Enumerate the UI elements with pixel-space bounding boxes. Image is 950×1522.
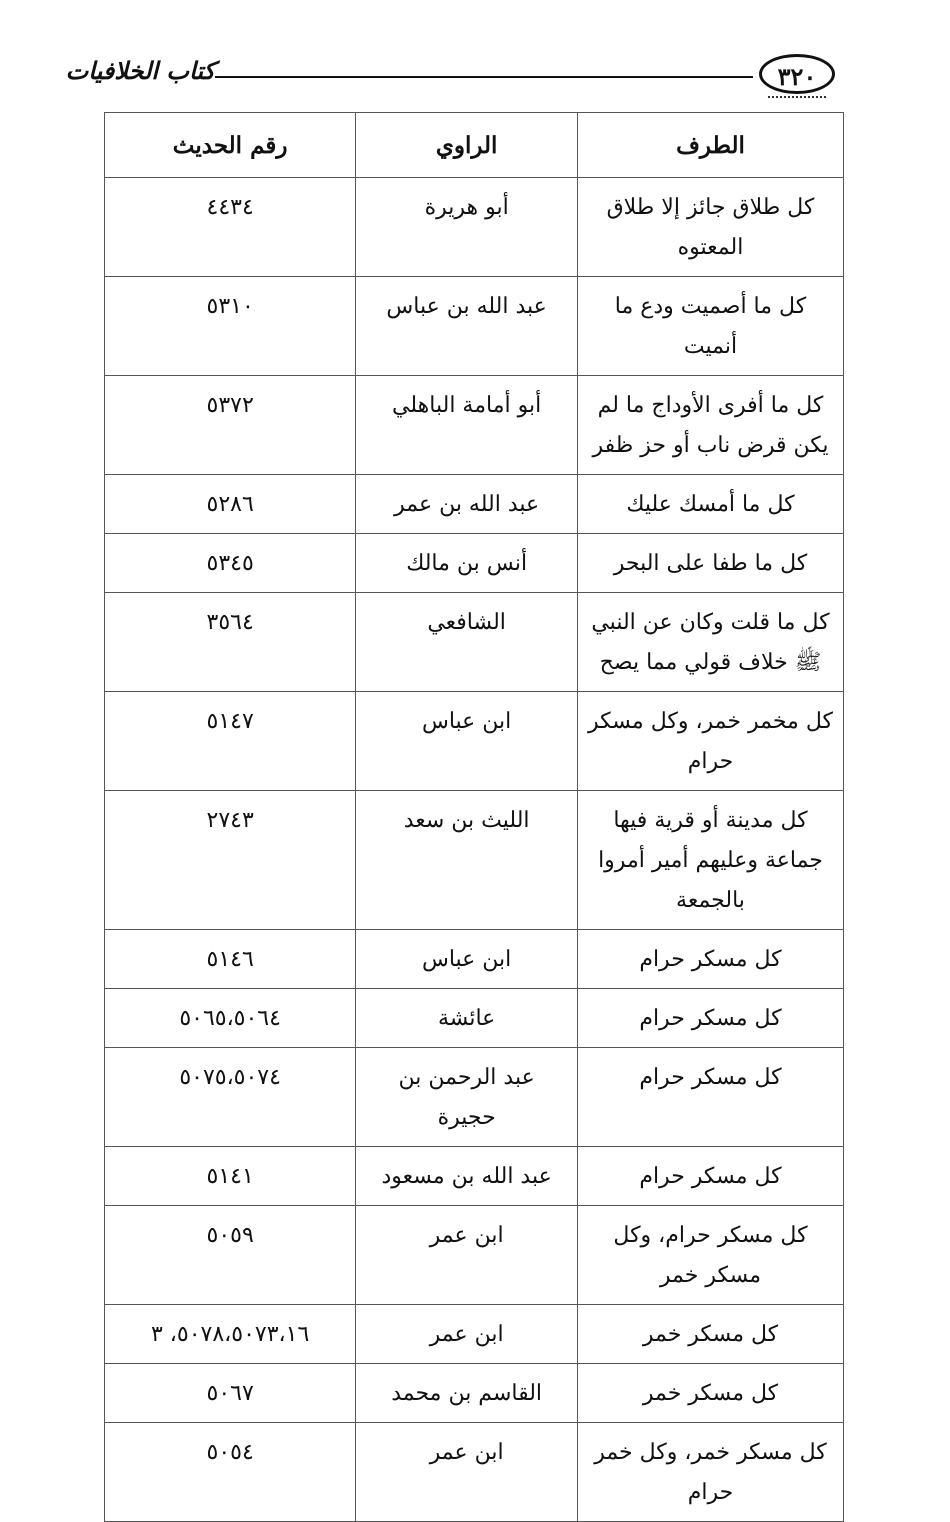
hadith-number-cell: ٥٠٥٩ (105, 1206, 356, 1305)
table-row (105, 593, 844, 692)
table-row (105, 1048, 844, 1147)
column-header-taraf: الطرف (577, 113, 843, 178)
hadith-index-table (104, 112, 844, 1522)
rawi-cell: القاسم بن محمد (356, 1364, 578, 1423)
hadith-number-cell: ٤٤٣٤ (105, 178, 356, 277)
hadith-number-cell: ٥٠٥٤ (105, 1423, 356, 1522)
rawi-cell: عبد الله بن عباس (356, 277, 578, 376)
hadith-number-cell: ٥١٤١ (105, 1147, 356, 1206)
taraf-cell: كل طلاق جائز إلا طلاق المعتوه (577, 178, 843, 277)
column-header-rawi: الراوي (356, 113, 578, 178)
hadith-number-cell: ٥٢٨٦ (105, 475, 356, 534)
taraf-cell: كل مسكر حرام (577, 989, 843, 1048)
hadith-number-cell: ٥١٤٧ (105, 692, 356, 791)
table-row (105, 692, 844, 791)
table-row (105, 1305, 844, 1364)
taraf-cell: كل مسكر خمر، وكل خمر حرام (577, 1423, 843, 1522)
hadith-number-cell: ٥٠٦٧ (105, 1364, 356, 1423)
table-row (105, 376, 844, 475)
rawi-cell: ابن عباس (356, 930, 578, 989)
page-header (65, 52, 845, 102)
taraf-cell: كل ما أمسك عليك (577, 475, 843, 534)
rawi-cell: عبد الرحمن بن حجيرة (356, 1048, 578, 1147)
rawi-cell: أبو أمامة الباهلي (356, 376, 578, 475)
table-row (105, 1364, 844, 1423)
rawi-cell: ابن عمر (356, 1206, 578, 1305)
taraf-cell: كل مسكر حرام، وكل مسكر خمر (577, 1206, 843, 1305)
hadith-number-cell: ٥٠٧٥،٥٠٧٤ (105, 1048, 356, 1147)
table-row (105, 989, 844, 1048)
taraf-cell: كل ما أصميت ودع ما أنميت (577, 277, 843, 376)
rawi-cell: ابن عمر (356, 1423, 578, 1522)
rawi-cell: ابن عباس (356, 692, 578, 791)
column-header-number: رقم الحديث (105, 113, 356, 178)
table-row (105, 277, 844, 376)
taraf-cell: كل مسكر حرام (577, 930, 843, 989)
rawi-cell: الليث بن سعد (356, 791, 578, 930)
taraf-cell: كل مدينة أو قرية فيها جماعة وعليهم أمير أمروا بالجمعة (577, 791, 843, 930)
hadith-number-cell: ٥٣٤٥ (105, 534, 356, 593)
rawi-cell: ابن عمر (356, 1305, 578, 1364)
taraf-cell: كل مسكر حرام (577, 1048, 843, 1147)
table-row (105, 178, 844, 277)
table-header-row (105, 113, 844, 178)
taraf-cell: كل ما قلت وكان عن النبي ﷺ خلاف قولي مما يصح (577, 593, 843, 692)
table-row (105, 791, 844, 930)
hadith-number-cell: ٥٠٧٨،٥٠٧٣،١٦، ٣ (105, 1305, 356, 1364)
taraf-cell: كل مخمر خمر، وكل مسكر حرام (577, 692, 843, 791)
rawi-cell: عبد الله بن عمر (356, 475, 578, 534)
taraf-cell: كل مسكر خمر (577, 1364, 843, 1423)
hadith-number-cell: ٥٣١٠ (105, 277, 356, 376)
table-row (105, 1423, 844, 1522)
taraf-cell: كل ما طفا على البحر (577, 534, 843, 593)
header-divider (215, 76, 753, 78)
hadith-number-cell: ٥٠٦٥،٥٠٦٤ (105, 989, 356, 1048)
rawi-cell: الشافعي (356, 593, 578, 692)
taraf-cell: كل ما أفرى الأوداج ما لم يكن قرض ناب أو حز ظفر (577, 376, 843, 475)
taraf-cell: كل مسكر خمر (577, 1305, 843, 1364)
hadith-number-cell: ٥٣٧٢ (105, 376, 356, 475)
rawi-cell: عائشة (356, 989, 578, 1048)
table-row (105, 1206, 844, 1305)
table-row (105, 1147, 844, 1206)
hadith-number-cell: ٢٧٤٣ (105, 791, 356, 930)
hadith-number-cell: ٣٥٦٤ (105, 593, 356, 692)
taraf-cell: كل مسكر حرام (577, 1147, 843, 1206)
table-row (105, 930, 844, 989)
rawi-cell: أبو هريرة (356, 178, 578, 277)
table-row (105, 534, 844, 593)
page-number: ٣٢٠ (759, 54, 835, 94)
hadith-number-cell: ٥١٤٦ (105, 930, 356, 989)
rawi-cell: أنس بن مالك (356, 534, 578, 593)
table-row (105, 475, 844, 534)
book-title: كتاب الخلافيات (65, 56, 215, 85)
rawi-cell: عبد الله بن مسعود (356, 1147, 578, 1206)
